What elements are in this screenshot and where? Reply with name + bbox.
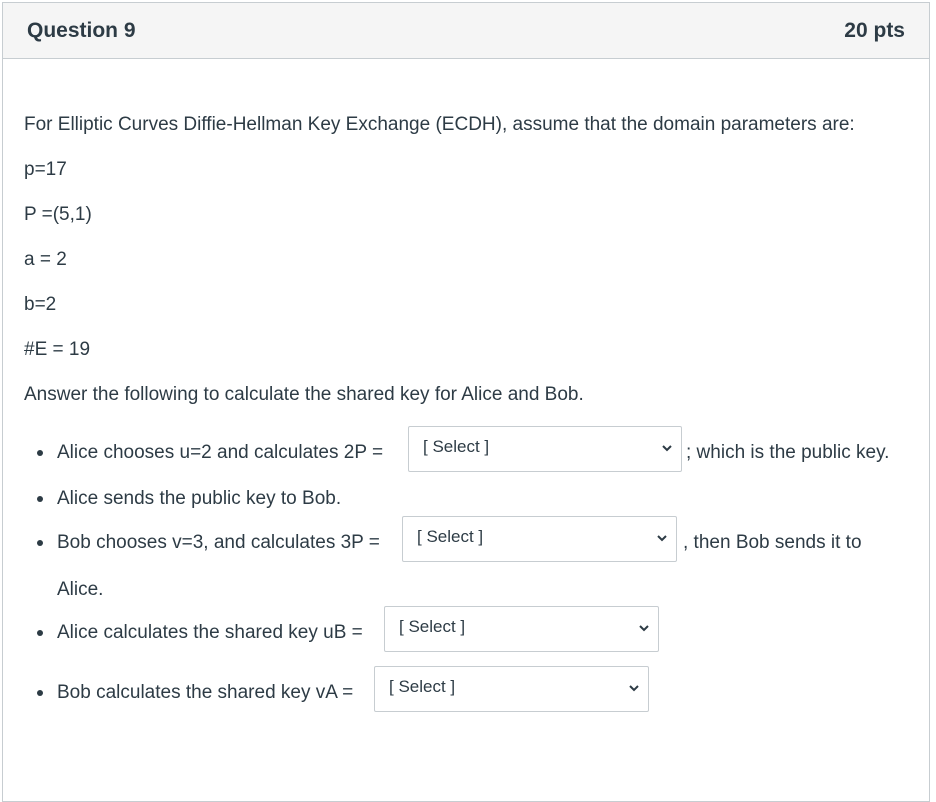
select-ub[interactable] (384, 606, 659, 652)
chevron-down-icon (638, 622, 650, 634)
select-ub-label: [ Select ] (399, 617, 466, 636)
item2-text: Alice sends the public key to Bob. (57, 488, 342, 509)
question-header (3, 3, 929, 59)
question-title: Question 9 (27, 18, 136, 42)
param-p: p=17 (24, 159, 67, 180)
item3-after: , then Bob sends it to (683, 532, 862, 553)
instruction-text: Answer the following to calculate the shared key for Alice and Bob. (24, 384, 584, 405)
item3-continuation: Alice. (57, 579, 104, 600)
select-va[interactable] (374, 666, 649, 712)
select-2p[interactable] (408, 426, 682, 472)
question-intro: For Elliptic Curves Diffie-Hellman Key Exchange (ECDH), assume that the domain parameters are: (24, 114, 855, 135)
bullet (37, 450, 43, 456)
param-b: b=2 (24, 294, 57, 315)
param-a: a = 2 (24, 249, 67, 270)
chevron-down-icon (628, 682, 640, 694)
item4-text: Alice calculates the shared key uB = (57, 622, 363, 643)
param-point: P =(5,1) (24, 204, 92, 225)
select-3p-label: [ Select ] (417, 527, 484, 546)
select-va-label: [ Select ] (389, 677, 456, 696)
item1-text: Alice chooses u=2 and calculates 2P = (57, 442, 384, 463)
bullet (37, 690, 43, 696)
select-2p-label: [ Select ] (423, 437, 490, 456)
item3-text: Bob chooses v=3, and calculates 3P = (57, 532, 380, 553)
bullet (37, 540, 43, 546)
item1-after: ; which is the public key. (686, 442, 890, 463)
item5-text: Bob calculates the shared key vA = (57, 682, 354, 703)
param-order: #E = 19 (24, 339, 91, 360)
chevron-down-icon (661, 442, 673, 454)
bullet (37, 496, 43, 502)
chevron-down-icon (656, 532, 668, 544)
bullet (37, 630, 43, 636)
select-3p[interactable] (402, 516, 677, 562)
question-points: 20 pts (844, 18, 905, 42)
